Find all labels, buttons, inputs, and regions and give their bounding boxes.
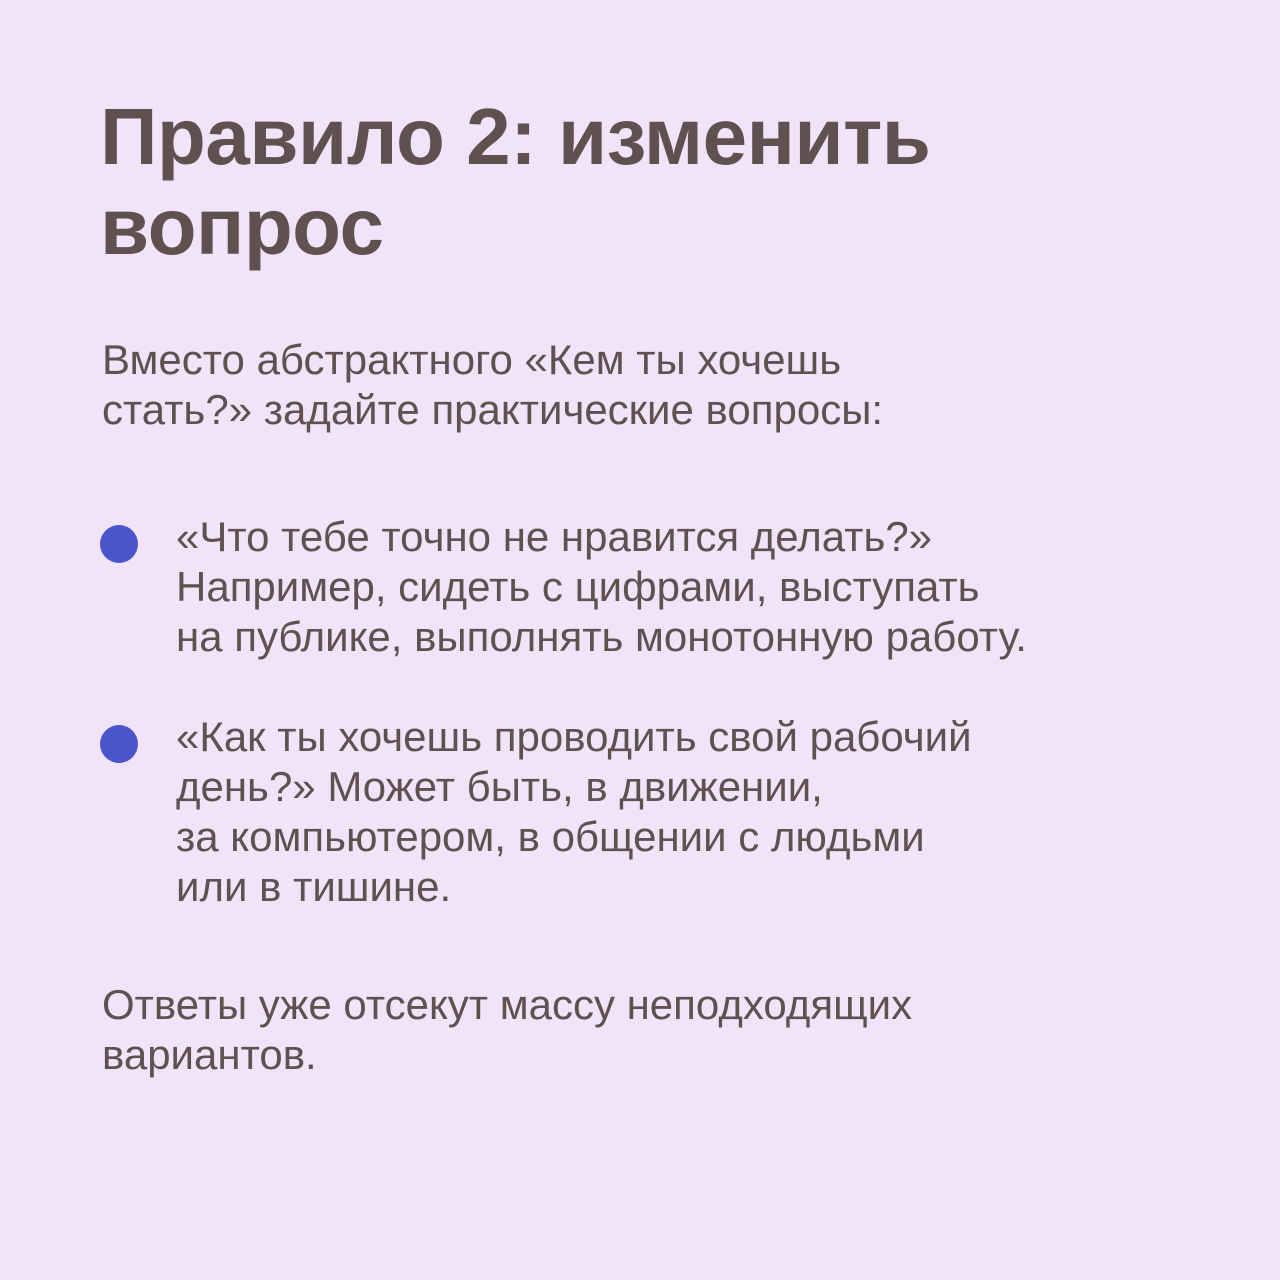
- question-line: за компьютером, в общении с людьми: [176, 813, 925, 860]
- slide-title: [100, 92, 1200, 272]
- bullet-dot-icon: [100, 525, 138, 563]
- question-line: Например, сидеть с цифрами, выступать: [176, 563, 980, 610]
- question-line: «Как ты хочешь проводить свой рабочий: [176, 713, 972, 760]
- intro-line: стать?» задайте практические вопросы:: [102, 386, 884, 433]
- question-line: на публике, выполнять монотонную работу.: [176, 613, 1027, 660]
- intro-line: Вместо абстрактного «Кем ты хочешь: [102, 336, 842, 383]
- question-list: [100, 512, 1250, 912]
- question-line: «Что тебе точно не нравится делать?»: [176, 513, 933, 560]
- title-line: Правило 2: изменить: [100, 92, 931, 181]
- bullet-dot-icon: [100, 725, 138, 763]
- closing-line: вариантов.: [102, 1031, 317, 1078]
- closing-paragraph: [102, 980, 1202, 1080]
- intro-paragraph: [102, 335, 1202, 435]
- question-line: день?» Может быть, в движении,: [176, 763, 823, 810]
- question-line: или в тишине.: [176, 863, 452, 910]
- title-line: вопрос: [100, 182, 384, 271]
- question-item: [100, 712, 1250, 912]
- question-item: [100, 512, 1250, 662]
- closing-line: Ответы уже отсекут массу неподходящих: [102, 981, 913, 1028]
